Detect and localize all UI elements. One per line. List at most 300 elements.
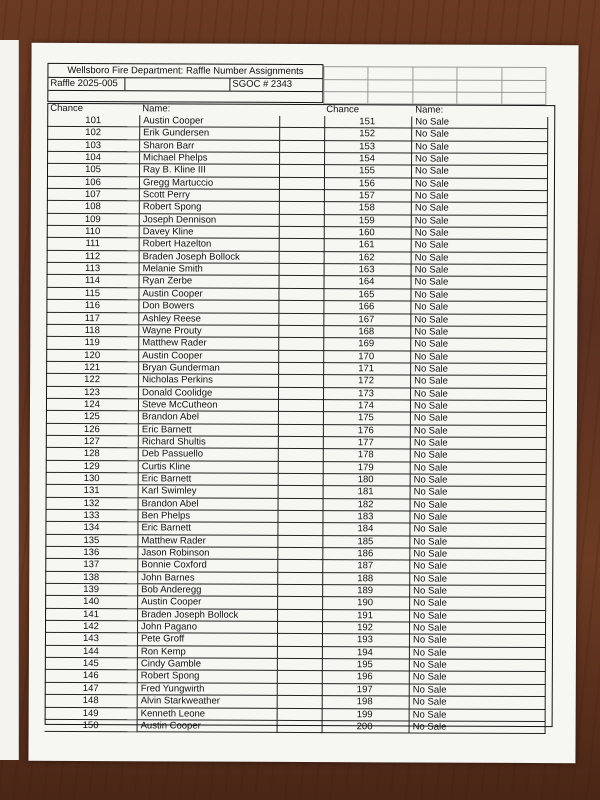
assignee-name: Wayne Prouty	[139, 325, 279, 338]
assignee-name: Matthew Rader	[139, 337, 279, 350]
chance-number: 155	[323, 165, 412, 178]
header-blank-cell	[125, 78, 230, 90]
table-row	[322, 461, 547, 474]
table-row	[321, 683, 546, 696]
table-row	[323, 140, 548, 153]
assignee-name: John Barnes	[138, 571, 278, 584]
assignee-name: Jason Robinson	[138, 547, 278, 560]
assignee-name: No Sale	[411, 313, 547, 326]
table-row	[323, 202, 548, 215]
assignee-name: No Sale	[410, 536, 546, 549]
assignee-name: Erik Gundersen	[140, 127, 280, 140]
assignee-name: No Sale	[410, 412, 546, 425]
assignee-name: Eric Barnett	[138, 522, 278, 535]
assignee-name: No Sale	[411, 326, 547, 339]
table-row	[47, 164, 325, 178]
table-row	[45, 695, 323, 709]
blank-cell	[278, 449, 323, 462]
table-row	[322, 486, 547, 499]
chance-number: 180	[322, 474, 411, 487]
blank-cell	[279, 301, 324, 314]
assignee-name: No Sale	[409, 622, 545, 635]
assignee-name: No Sale	[410, 462, 546, 475]
assignee-name: Nicholas Perkins	[139, 374, 279, 387]
assignee-name: Brandon Abel	[138, 411, 278, 424]
table-row	[47, 115, 325, 128]
table-row	[47, 176, 325, 190]
chance-number: 143	[45, 633, 138, 646]
assignee-name: Deb Passuello	[138, 448, 278, 461]
chance-number: 197	[321, 683, 410, 696]
chance-number: 105	[47, 164, 140, 177]
chance-number: 120	[46, 349, 139, 362]
table-row	[321, 548, 546, 561]
assignee-name: No Sale	[410, 437, 546, 450]
chance-number: 150	[45, 719, 138, 732]
assignee-name: No Sale	[411, 215, 547, 228]
chance-number: 161	[323, 239, 412, 252]
chance-number: 133	[45, 509, 138, 522]
blank-cell	[279, 189, 324, 202]
assignee-name: Bryan Gunderman	[139, 362, 279, 375]
assignee-name: No Sale	[409, 696, 545, 709]
assignee-name: No Sale	[409, 659, 545, 672]
blank-cell	[278, 560, 323, 573]
table-row	[47, 250, 325, 264]
table-row	[46, 324, 324, 338]
assignee-name: Michael Phelps	[140, 152, 280, 165]
assignee-name: No Sale	[410, 585, 546, 598]
table-row	[47, 127, 325, 141]
table-row	[46, 485, 324, 499]
header-info-row	[48, 78, 322, 91]
assignee-name: No Sale	[410, 511, 546, 524]
raffle-sheet	[28, 43, 578, 763]
chance-number: 170	[322, 350, 411, 363]
table-row	[45, 534, 323, 548]
blank-cell	[277, 683, 322, 696]
table-row	[46, 374, 324, 388]
assignee-name: No Sale	[411, 350, 547, 363]
chance-number: 189	[321, 585, 410, 598]
table-row	[45, 583, 323, 597]
assignee-name: No Sale	[411, 388, 547, 401]
table-row	[46, 423, 324, 437]
assignee-name: John Pagano	[137, 621, 277, 634]
assignee-name: Robert Spong	[137, 670, 277, 683]
table-row	[321, 671, 546, 684]
assignee-name: Austin Cooper	[140, 115, 280, 127]
header-empty-grid	[323, 66, 546, 105]
assignee-name: No Sale	[411, 301, 547, 314]
assignee-name: No Sale	[411, 165, 547, 178]
table-row	[321, 609, 546, 622]
header-blank-row	[48, 90, 322, 102]
table-row	[323, 116, 548, 129]
assignee-name: Ryan Zerbe	[139, 275, 279, 288]
table-row	[323, 165, 548, 178]
assignee-name: Bob Anderegg	[138, 584, 278, 597]
chance-number: 118	[46, 324, 139, 337]
assignee-name: Braden Joseph Bollock	[139, 251, 279, 264]
table-row	[45, 546, 323, 560]
blank-cell	[279, 251, 324, 264]
assignee-name: No Sale	[410, 425, 546, 438]
table-row	[322, 399, 547, 412]
assignee-name: Eric Barnett	[138, 473, 278, 486]
chance-number: 140	[45, 596, 138, 609]
assignee-name: Austin Cooper	[137, 720, 277, 733]
chance-number: 145	[45, 657, 138, 670]
blank-cell	[278, 436, 323, 449]
table-row	[322, 313, 547, 326]
chance-number: 160	[323, 227, 412, 240]
table-row	[323, 276, 548, 289]
raffle-id: Raffle 2025-005	[48, 78, 125, 90]
blank-cell	[278, 584, 323, 597]
blank-cell	[279, 375, 324, 388]
chance-number: 196	[321, 671, 410, 684]
blank-cell	[277, 696, 322, 709]
chance-number: 194	[321, 646, 410, 659]
blank-cell	[279, 165, 324, 178]
assignee-name: No Sale	[409, 647, 545, 660]
assignee-name: Matthew Rader	[138, 534, 278, 547]
chance-number: 164	[323, 276, 412, 289]
chance-number: 119	[46, 337, 139, 350]
table-row	[47, 188, 325, 202]
assignee-name: Joseph Dennison	[139, 214, 279, 227]
assignee-name: Alvin Starkweather	[137, 695, 277, 708]
assignee-name: No Sale	[409, 721, 545, 734]
assignee-name: No Sale	[411, 276, 547, 289]
table-row	[46, 287, 324, 301]
blank-cell	[278, 523, 323, 536]
table-row	[323, 153, 548, 166]
table-row	[321, 696, 546, 709]
blank-cell	[277, 671, 322, 684]
table-row	[321, 597, 546, 610]
assignee-name: Cindy Gamble	[137, 658, 277, 671]
assignee-name: No Sale	[410, 573, 546, 586]
table-row	[322, 350, 547, 363]
chance-number: 114	[47, 275, 140, 288]
chance-number: 175	[322, 412, 411, 425]
chance-number: 163	[323, 264, 412, 277]
chance-number: 148	[45, 695, 138, 708]
blank-cell	[277, 634, 322, 647]
blank-cell	[279, 239, 324, 252]
assignee-name: Bonnie Coxford	[138, 559, 278, 572]
table-row	[46, 435, 324, 449]
table-row	[46, 312, 324, 326]
chance-number: 121	[46, 361, 139, 374]
table-row	[45, 596, 323, 610]
blank-cell	[277, 708, 322, 721]
table-row	[47, 275, 325, 289]
blank-cell	[279, 387, 324, 400]
assignee-name: Eric Barnett	[138, 423, 278, 436]
assignee-name: No Sale	[410, 560, 546, 573]
chance-number: 144	[45, 645, 138, 658]
assignee-name: No Sale	[410, 486, 546, 499]
table-row	[46, 386, 324, 400]
chance-number: 124	[46, 398, 139, 411]
chance-number: 184	[321, 523, 410, 536]
assignee-name: Robert Spong	[139, 201, 279, 214]
assignee-name: Curtis Kline	[138, 460, 278, 473]
blank-cell	[278, 498, 323, 511]
blank-cell	[279, 202, 324, 215]
assignee-name: Sharon Barr	[140, 139, 280, 152]
chance-number: 136	[45, 546, 138, 559]
table-row	[322, 338, 547, 351]
chance-number: 128	[46, 448, 139, 461]
table-row	[45, 571, 323, 585]
blank-cell	[279, 338, 324, 351]
assignee-name: Pete Groff	[137, 633, 277, 646]
chance-number: 135	[45, 534, 138, 547]
chance-number: 200	[321, 720, 410, 733]
table-row	[323, 177, 548, 190]
chance-number: 171	[322, 362, 411, 375]
chance-number: 173	[322, 387, 411, 400]
chance-number: 178	[322, 449, 411, 462]
table-row	[47, 201, 325, 215]
blank-cell	[278, 572, 323, 585]
blank-cell	[278, 547, 323, 560]
assignee-name: No Sale	[411, 202, 547, 215]
assignee-name: Austin Cooper	[138, 596, 278, 609]
chance-number: 131	[46, 485, 139, 498]
table-row	[321, 511, 546, 524]
table-row	[45, 707, 323, 721]
table-row	[321, 585, 546, 598]
table-row	[46, 398, 324, 412]
blank-cell	[278, 461, 323, 474]
chance-number: 138	[45, 571, 138, 584]
blank-cell	[280, 152, 325, 165]
blank-cell	[277, 659, 322, 672]
table-row	[322, 301, 547, 314]
table-row	[321, 572, 546, 585]
assignee-name: No Sale	[410, 474, 546, 487]
table-row	[47, 213, 325, 227]
chance-number: 127	[46, 435, 139, 448]
table-row	[322, 325, 547, 338]
chance-number: 113	[47, 263, 140, 276]
chance-number: 141	[45, 608, 138, 621]
left-chance-header: Chance	[50, 102, 84, 115]
assignee-name: No Sale	[411, 375, 547, 388]
table-row	[45, 633, 323, 647]
table-row	[47, 238, 325, 252]
table-row	[323, 128, 548, 141]
chance-number: 198	[321, 696, 410, 709]
blank-cell	[280, 140, 325, 153]
table-row	[45, 522, 323, 536]
blank-cell	[278, 535, 323, 548]
table-row	[322, 424, 547, 437]
chance-number: 147	[45, 682, 138, 695]
assignee-name: No Sale	[409, 634, 545, 647]
table-row	[323, 214, 548, 227]
blank-cell	[279, 226, 324, 239]
table-row	[321, 622, 546, 635]
table-row	[46, 472, 324, 486]
table-row	[46, 300, 324, 314]
blank-cell	[280, 128, 325, 141]
table-row	[323, 251, 548, 264]
table-row	[45, 620, 323, 634]
chance-number: 104	[47, 151, 140, 164]
assignee-name: Melanie Smith	[139, 263, 279, 276]
chance-number: 181	[322, 486, 411, 499]
table-row	[45, 608, 323, 622]
table-row	[322, 375, 547, 388]
chance-number: 107	[47, 188, 140, 201]
chance-number: 134	[45, 522, 138, 535]
chance-number: 157	[323, 190, 412, 203]
assignee-name: No Sale	[411, 289, 547, 302]
blank-cell	[279, 362, 324, 375]
chance-number: 190	[321, 597, 410, 610]
chance-number: 115	[46, 287, 139, 300]
adjacent-paper-sheet	[0, 40, 19, 760]
assignee-name: Ashley Reese	[139, 312, 279, 325]
table-row	[46, 411, 324, 425]
chance-number: 103	[47, 139, 140, 152]
assignee-name: No Sale	[410, 499, 546, 512]
chance-number: 106	[47, 176, 140, 189]
chance-number: 123	[46, 386, 139, 399]
assignee-name: Steve McCutheon	[138, 399, 278, 412]
chance-number: 153	[323, 140, 412, 153]
chance-number: 176	[322, 424, 411, 437]
blank-cell	[279, 350, 324, 363]
sgoc-number: SGOC # 2343	[232, 78, 293, 90]
table-row	[46, 497, 324, 511]
chance-number: 162	[323, 251, 412, 264]
assignee-name: No Sale	[411, 239, 547, 252]
table-row	[322, 362, 547, 375]
sheet-title: Wellsboro Fire Department: Raffle Number Assignments	[48, 64, 322, 79]
chance-number: 191	[321, 609, 410, 622]
assignee-name: No Sale	[411, 227, 547, 240]
assignee-name: Austin Cooper	[139, 288, 279, 301]
chance-number: 137	[45, 559, 138, 572]
assignee-name: Robert Hazelton	[139, 238, 279, 251]
table-row	[322, 498, 547, 511]
table-row	[321, 523, 546, 536]
chance-number: 146	[45, 670, 138, 683]
chance-number: 169	[322, 338, 411, 351]
chance-number: 130	[46, 472, 139, 485]
chance-number: 168	[322, 325, 411, 338]
chance-number: 199	[321, 708, 410, 721]
chance-number: 151	[323, 116, 412, 128]
table-row	[322, 474, 547, 487]
table-row	[322, 437, 547, 450]
table-row	[47, 225, 325, 239]
assignee-name: Ben Phelps	[138, 510, 278, 523]
assignee-name: No Sale	[411, 252, 547, 265]
assignee-name: No Sale	[409, 708, 545, 721]
assignee-name: Fred Yungwirth	[137, 683, 277, 696]
assignee-name: Braden Joseph Bollock	[138, 609, 278, 622]
blank-cell	[277, 720, 322, 733]
right-chance-header: Chance	[326, 104, 360, 116]
assignee-name: No Sale	[410, 548, 546, 561]
table-row	[322, 387, 547, 400]
table-row	[323, 190, 548, 203]
blank-cell	[278, 597, 323, 610]
table-row	[322, 288, 547, 301]
assignee-name: No Sale	[411, 363, 547, 376]
table-row	[323, 239, 548, 252]
assignee-name: Ray B. Kline III	[139, 164, 279, 177]
table-row	[45, 657, 323, 671]
right-assignment-table	[321, 116, 549, 734]
chance-number: 102	[47, 127, 140, 140]
assignee-name: Brandon Abel	[138, 497, 278, 510]
chance-number: 174	[322, 399, 411, 412]
assignee-name: Richard Shultis	[138, 436, 278, 449]
chance-number: 149	[45, 707, 138, 720]
chance-number: 183	[321, 511, 410, 524]
table-row	[322, 412, 547, 425]
blank-cell	[279, 177, 324, 190]
assignee-name: No Sale	[411, 338, 547, 351]
blank-cell	[278, 473, 323, 486]
blank-cell	[279, 313, 324, 326]
assignee-name: No Sale	[411, 178, 547, 191]
chance-number: 112	[47, 250, 140, 263]
chance-number: 165	[322, 288, 411, 301]
table-row	[321, 535, 546, 548]
chance-number: 188	[321, 572, 410, 585]
chance-number: 126	[46, 423, 139, 436]
assignee-name: No Sale	[412, 141, 548, 154]
assignee-name: No Sale	[412, 128, 548, 141]
chance-number: 193	[321, 634, 410, 647]
table-row	[321, 560, 546, 573]
table-row	[45, 670, 323, 684]
chance-number: 142	[45, 620, 138, 633]
assignee-name: Karl Swimley	[138, 485, 278, 498]
table-row	[45, 719, 323, 733]
table-row	[321, 634, 546, 647]
left-name-header: Name:	[142, 103, 171, 115]
assignee-name: Austin Cooper	[139, 349, 279, 362]
table-row	[47, 263, 325, 277]
assignee-name: No Sale	[409, 671, 545, 684]
assignee-name: No Sale	[411, 264, 547, 277]
assignee-name: Scott Perry	[139, 189, 279, 202]
table-row	[45, 645, 323, 659]
table-row	[46, 448, 324, 462]
chance-number: 186	[321, 548, 410, 561]
chance-number: 187	[321, 560, 410, 573]
assignee-name: Don Bowers	[139, 300, 279, 313]
chance-number: 139	[45, 583, 138, 596]
chance-number: 111	[47, 238, 140, 251]
chance-number: 152	[323, 128, 412, 141]
left-assignment-table	[45, 115, 326, 733]
assignee-name: Ron Kemp	[137, 646, 277, 659]
blank-cell	[279, 276, 324, 289]
table-row	[46, 361, 324, 375]
